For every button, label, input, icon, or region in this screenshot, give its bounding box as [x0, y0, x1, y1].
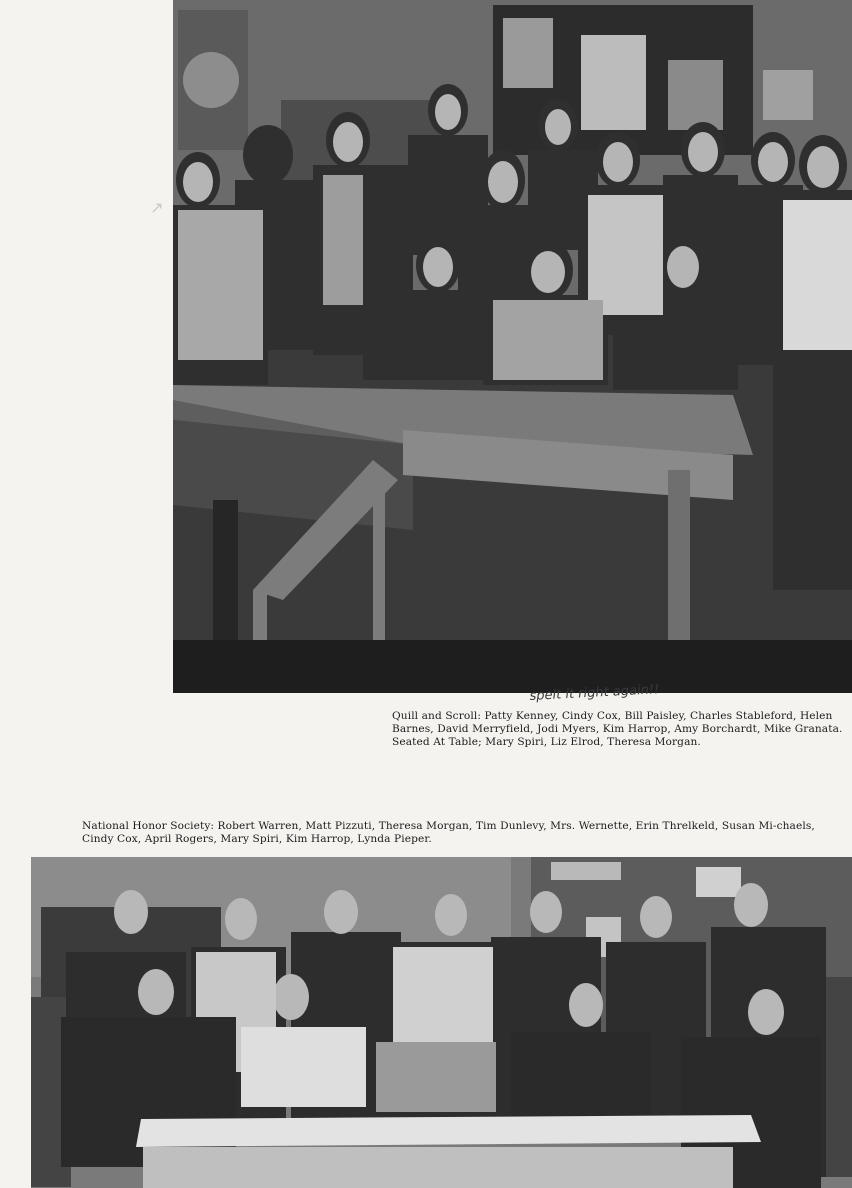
quill-and-scroll-caption: Quill and Scroll: Patty Kenney, Cindy Cox, Bill Paisley, Charles Stableford, Helen Barnes, David Merryfield, Jodi Myers, Kim Harrop, Amy Borchardt, Mike Granata. Seated At Table; Mary Spiri, Liz Elrod, Theresa Morgan. — [392, 710, 843, 749]
national-honor-society-caption: National Honor Society: Robert Warren, Matt Pizzuti, Theresa Morgan, Tim Dunlevy, Mrs. Wernette, Erin Threlkeld, Susan Mi-chaels, Cindy Cox, April Rogers, Mary Spiri, Kim Harrop, Lynda Pieper. — [82, 820, 815, 846]
national-honor-society-group-photo — [31, 857, 852, 1188]
handwritten-note: spelt it right again!! — [529, 682, 660, 704]
quill-and-scroll-group-photo — [173, 0, 852, 693]
margin-mark: ↗ — [150, 198, 164, 217]
